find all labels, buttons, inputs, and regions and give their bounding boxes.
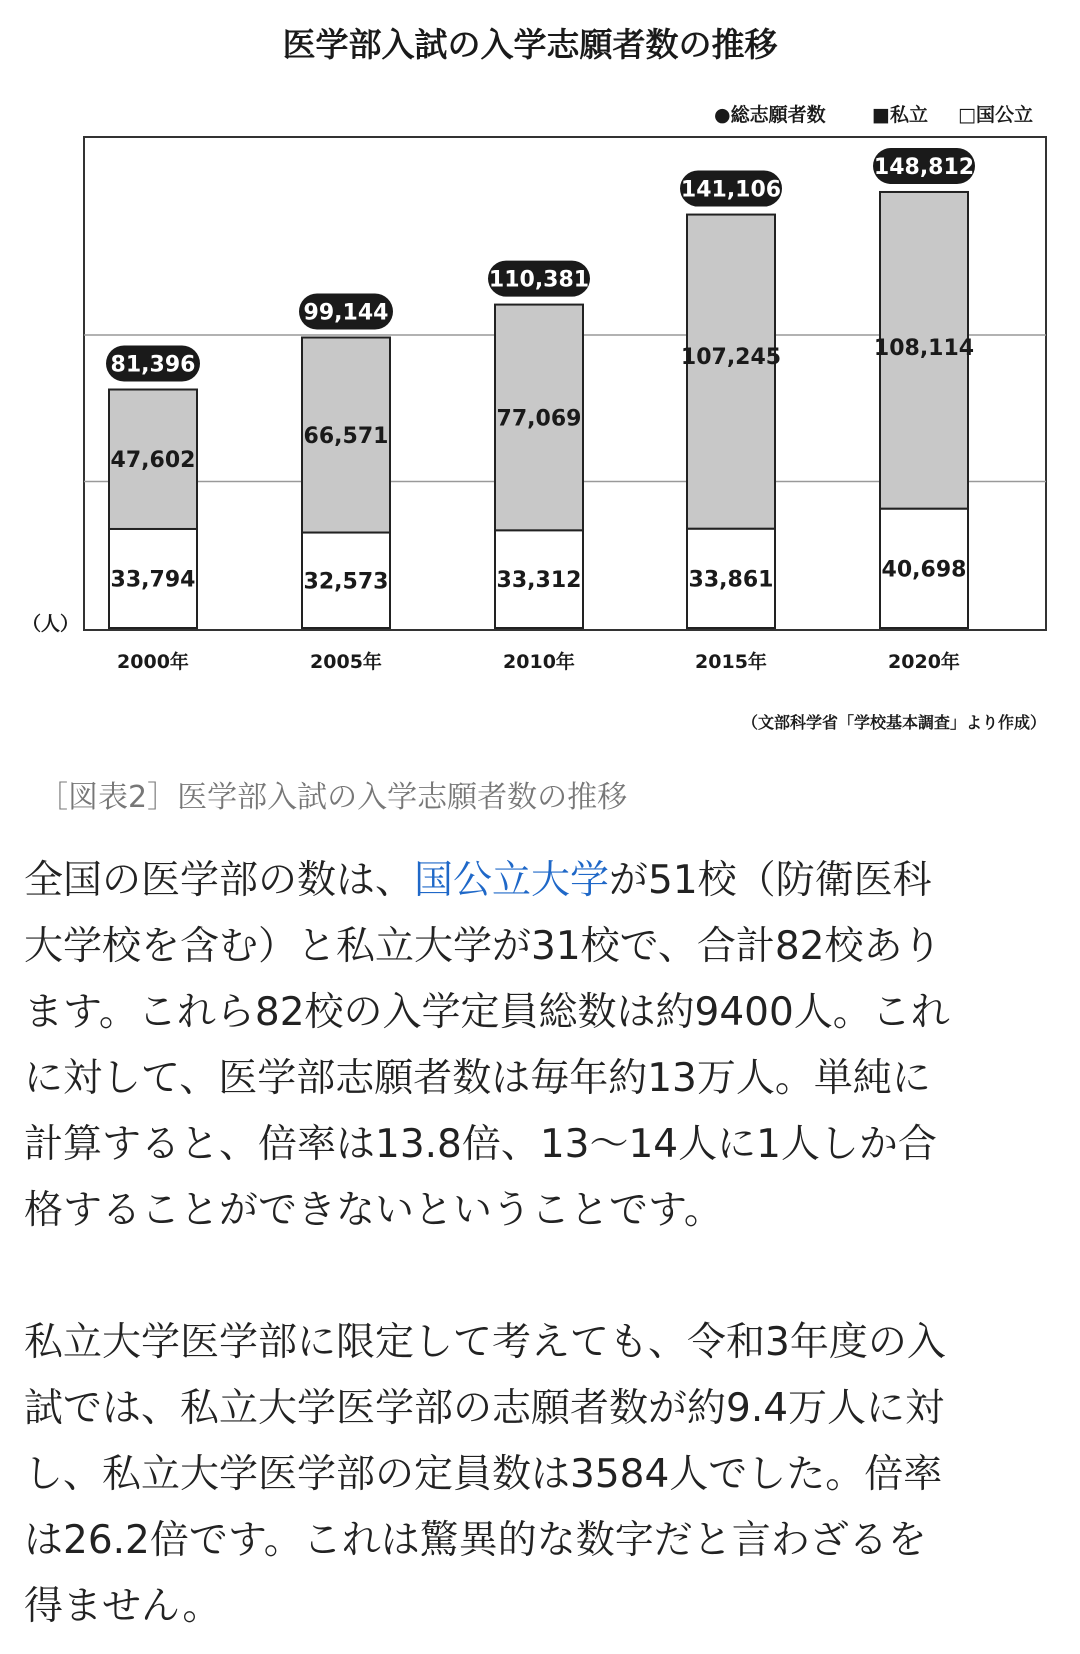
source-note: （文部科学省「学校基本調査」より作成） xyxy=(741,713,1046,732)
label-private-0: 47,602 xyxy=(110,448,196,474)
legend-private: ■私立 xyxy=(872,104,928,126)
chart-legend xyxy=(714,103,1033,126)
paragraph-2 xyxy=(24,1310,1064,1640)
unit-label: （人） xyxy=(22,613,80,635)
total-label-0: 81,396 xyxy=(110,352,196,378)
total-label-1: 99,144 xyxy=(303,300,389,326)
label-private-3: 107,245 xyxy=(680,345,782,370)
paragraph-2-line: 試では、私立大学医学部の志願者数が約9.4万人に対 xyxy=(24,1386,945,1431)
x-tick-4: 2020年 xyxy=(888,651,960,673)
x-tick-3: 2015年 xyxy=(695,651,767,673)
figure-caption: ［図表2］医学部入試の入学志願者数の推移 xyxy=(38,780,628,815)
line-text: 全国の医学部の数は、 xyxy=(24,858,415,903)
legend-public: □国公立 xyxy=(958,104,1033,126)
label-private-1: 66,571 xyxy=(303,424,389,450)
paragraph-1-line: 大学校を含む）と私立大学が31校で、合計82校あり xyxy=(24,924,942,969)
applicants-chart xyxy=(0,0,1080,740)
paragraph-1-line: 計算すると、倍率は13.8倍、13〜14人に1人しか合 xyxy=(24,1122,937,1167)
paragraph-1-line: ます。これら82校の入学定員総数は約9400人。これ xyxy=(24,990,950,1035)
x-tick-0: 2000年 xyxy=(117,651,189,673)
total-label-2: 110,381 xyxy=(488,267,590,293)
kokkoritsu-daigaku-link[interactable]: 国公立大学 xyxy=(414,858,610,903)
legend-total: ●総志願者数 xyxy=(714,104,826,126)
paragraph-2-line: は26.2倍です。これは驚異的な数字だと言わざるを xyxy=(24,1518,927,1563)
paragraph-2-line: し、私立大学医学部の定員数は3584人でした。倍率 xyxy=(24,1452,943,1497)
label-private-2: 77,069 xyxy=(496,406,582,432)
label-public-2: 33,312 xyxy=(496,568,582,594)
total-label-3: 141,106 xyxy=(680,177,782,203)
x-tick-2: 2010年 xyxy=(503,651,575,673)
paragraph-1-line xyxy=(24,848,1064,914)
x-tick-1: 2005年 xyxy=(310,651,382,673)
bar-private-3 xyxy=(687,215,775,529)
x-axis xyxy=(117,650,960,673)
label-public-4: 40,698 xyxy=(881,557,967,583)
paragraph-1-line: に対して、医学部志願者数は毎年約13万人。単純に xyxy=(24,1056,931,1101)
label-public-3: 33,861 xyxy=(688,567,774,593)
label-public-1: 32,573 xyxy=(303,569,389,595)
paragraph-2-line: 得ません。 xyxy=(24,1584,222,1629)
paragraph-2-line: 私立大学医学部に限定して考えても、令和3年度の入 xyxy=(24,1320,946,1365)
chart-title: 医学部入試の入学志願者数の推移 xyxy=(282,25,778,64)
total-label-4: 148,812 xyxy=(873,154,975,180)
paragraph-1 xyxy=(24,848,1064,1244)
line-text: が51校（防衛医科 xyxy=(609,858,932,903)
label-public-0: 33,794 xyxy=(110,567,196,593)
paragraph-1-line: 格することができないということです。 xyxy=(24,1188,723,1233)
label-private-4: 108,114 xyxy=(873,336,975,361)
